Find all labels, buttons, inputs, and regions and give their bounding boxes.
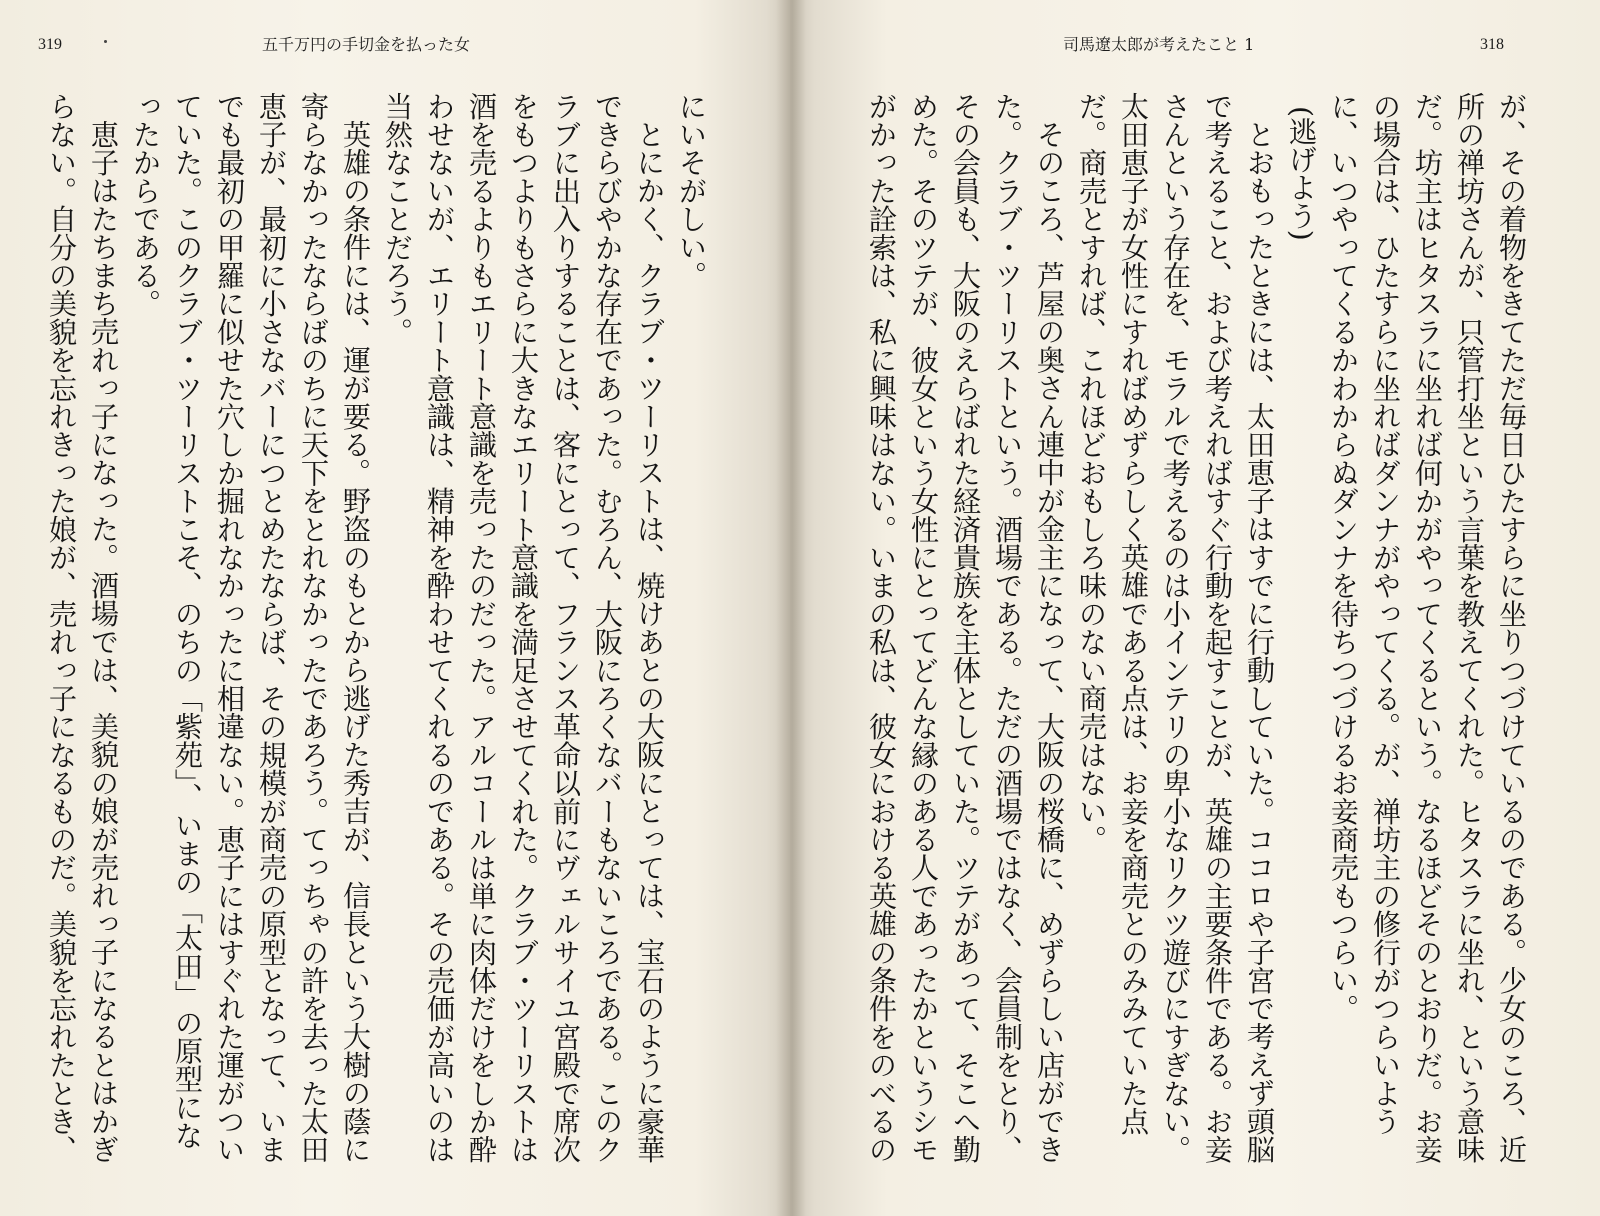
right-paragraph-1: が、その着物をきてただ毎日ひたすらに坐りつづけているのである。少女のころ、近所の禅坊さんが、只管打坐という言葉を教えてくれた。ヒタスラに坐れ、という意味だ。坊主はヒタスラに坐れば何かがやってくるという。なるほどそのとおりだ。お妾の場合は、ひたすらに坐ればダンナがやってくる。が、禅坊主の修行がつらいように、いつやってくるかわからぬダンナを待ちつづけるお妾商売もつらい。 xyxy=(1327,92,1528,1164)
right-running-title: 司馬遼太郎が考えたこと 1 xyxy=(1063,35,1255,54)
right-paragraph-2: (逃げよう) xyxy=(1285,106,1318,241)
left-paragraph-3: 英雄の条件には、運が要る。野盗のもとから逃げた秀吉が、信長という大樹の蔭に寄らなかったならばのちに天下をとれなかったであろう。てっちゃの許を去った太田恵子が、最初に小さなバーにつとめたならば、その規模が商売の原型となって、いまでも最初の甲羅に似せた穴しか掘れなかったに相違ない。恵子にはすぐれた運がついていた。このクラブ・ツーリストこそ、のちの「紫苑」、いまの「太田」の原型になったからである。 xyxy=(129,92,372,1164)
header-dot xyxy=(104,40,107,43)
right-body-text xyxy=(842,92,1532,1167)
left-paragraph-1: にいそがしい。 xyxy=(675,92,708,290)
left-page-number: 319 xyxy=(38,36,62,53)
right-page-number: 318 xyxy=(1480,36,1504,53)
left-paragraph-4: 恵子はたちまち売れっ子になった。酒場では、美貌の娘が売れっ子になるとはかぎらない。自分の美貌を忘れきった娘が、売れっ子になるものだ。美貌を忘れたとき、 xyxy=(45,92,120,1164)
right-paragraph-4: そのころ、芦屋の奥さん連中が金主になって、大阪の桜橋に、めずらしい店ができた。クラブ・ツーリストという。酒場である。ただの酒場ではなく、会員制をとり、その会員も、大阪のえらばれた経済貴族を主体としていた。ツテがあって、そこへ勤めた。そのツテが、彼女という女性にとってどんな縁のある人であったかというシモがかった詮索は、私に興味はない。いまの私は、彼女における英雄の条件をのべるの xyxy=(865,92,1066,1164)
left-running-title: 五千万円の手切金を払った女 xyxy=(262,35,471,54)
right-paragraph-3: とおもったときには、太田恵子はすでに行動していた。ココロや子宮で考えず頭脳で考えること、および考えればすぐ行動を起すことが、英雄の主要条件である。お妾さんという存在を、モラルで考えるのは小インテリの卑小なリクツ遊びにすぎない。太田恵子が女性にすればめずらしく英雄である点は、お妾を商売とのみみていた点だ。商売とすれば、これほどおもしろ味のない商売はない。 xyxy=(1075,92,1276,1164)
left-page xyxy=(0,0,790,1216)
left-body-text xyxy=(22,92,712,1167)
left-paragraph-2: とにかく、クラブ・ツーリストは、焼けあとの大阪にとっては、宝石のように豪華できらびやかな存在であった。むろん、大阪にろくなバーもないころである。このクラブに出入りすることは、客にとって、フランス革命以前にヴェルサイユ宮殿で席次をもつよりもさらに大きなエリート意識を満足させてくれた。クラブ・ツーリストは酒を売るよりもエリート意識を売ったのだった。アルコールは単に肉体だけをしか酔わせないが、エリート意識は、精神を酔わせてくれるのである。その売価が高いのは当然なことだろう。 xyxy=(381,92,666,1164)
